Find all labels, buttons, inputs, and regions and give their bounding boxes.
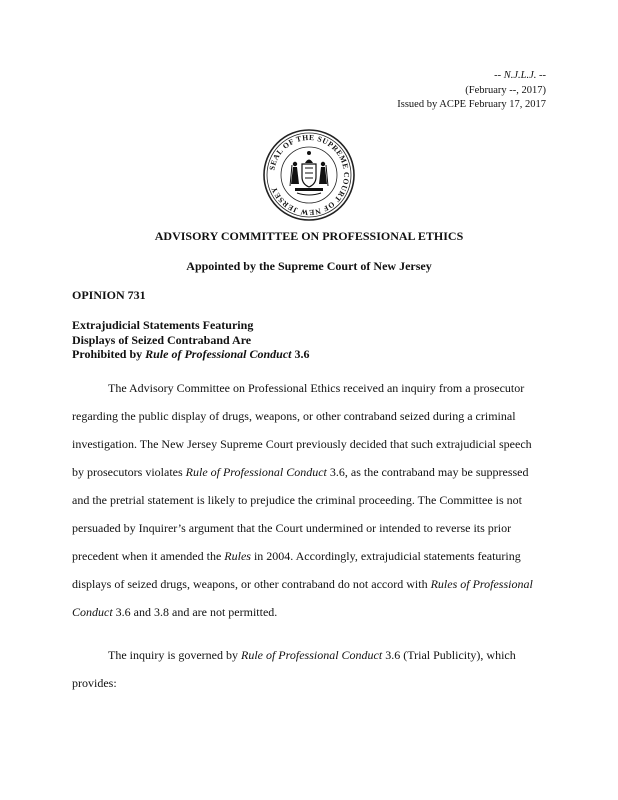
citation-line: -- N.J.L.J. -- [494, 70, 546, 81]
paragraph-line: displays of seized drugs, weapons, or other contraband do not accord with Rules of Professional [72, 577, 533, 591]
paragraph-line: provides: [72, 676, 117, 690]
date-line: (February --, 2017) [465, 84, 546, 96]
paragraph-line: persuaded by Inquirer’s argument that the Court undermined or intended to reverse its prior [72, 521, 512, 535]
svg-text:SEAL OF THE SUPREME COURT OF N [267, 133, 351, 217]
paragraph-line: and the pretrial statement is likely to prejudice the criminal proceeding. The Committee is not [72, 493, 522, 507]
paragraph-line: Conduct 3.6 and 3.8 and are not permitted. [72, 605, 278, 619]
opinion-number: OPINION 731 [72, 288, 146, 302]
seal-legend: SEAL OF THE SUPREME COURT OF NEW JERSEY [267, 132, 352, 218]
subject-line-1: Extrajudicial Statements Featuring [72, 318, 254, 332]
subject-line-2: Displays of Seized Contraband Are [72, 332, 252, 347]
header-block [397, 69, 546, 113]
paragraph-line: precedent when it amended the Rules in 2004. Accordingly, extrajudicial statements featuring [72, 549, 521, 563]
issued-line: Issued by ACPE February 17, 2017 [397, 99, 546, 110]
court-seal-icon [262, 128, 356, 222]
paragraph-line: regarding the public display of drugs, weapons, or other contraband seized during a criminal [72, 409, 516, 423]
paragraph-line: by prosecutors violates Rule of Professional Conduct 3.6, as the contraband may be suppressed [72, 465, 529, 479]
appointed-by-line: Appointed by the Supreme Court of New Jersey [186, 259, 432, 273]
paragraph-line: investigation. The New Jersey Supreme Court previously decided that such extrajudicial speech [72, 437, 532, 451]
paragraph-line: The Advisory Committee on Professional Ethics received an inquiry from a prosecutor [108, 381, 525, 395]
subject-line-3: Prohibited by Rule of Professional Conduct 3.6 [72, 347, 310, 361]
opinion-subject [72, 318, 309, 362]
court-seal-image [262, 128, 356, 222]
paragraph-line: The inquiry is governed by Rule of Professional Conduct 3.6 (Trial Publicity), which [108, 648, 516, 662]
committee-title: ADVISORY COMMITTEE ON PROFESSIONAL ETHICS [154, 229, 464, 243]
